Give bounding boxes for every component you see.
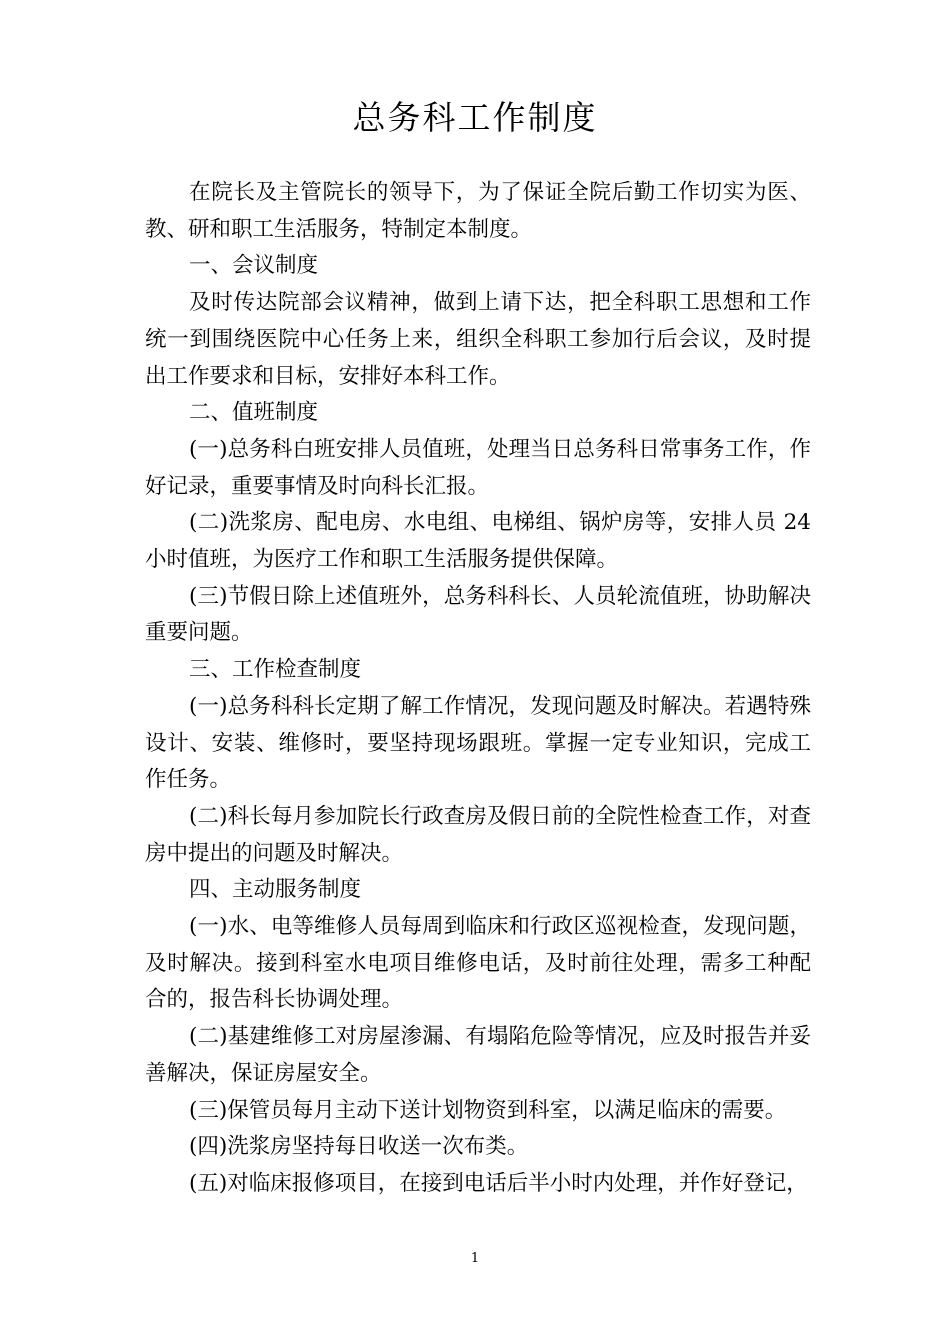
document-body bbox=[145, 175, 811, 1203]
service-item-5: (五)对临床报修项目，在接到电话后半小时内处理，并作好登记， bbox=[189, 1170, 808, 1196]
duty-item-1: (一)总务科白班安排人员值班，处理当日总务科日常事务工作，作好记录，重要事情及时向科长汇报。 bbox=[145, 436, 811, 499]
service-item-2: (二)基建维修工对房屋渗漏、有塌陷危险等情况，应及时报告并妥善解决，保证房屋安全。 bbox=[145, 1024, 811, 1086]
page-number: 1 bbox=[470, 1251, 480, 1266]
service-item-4: (四)洗浆房坚持每日收送一次布类。 bbox=[189, 1134, 529, 1160]
document-title: 总务科工作制度 bbox=[352, 98, 598, 137]
inspection-item-2: (二)科长每月参加院长行政查房及假日前的全院性检查工作，对查房中提出的问题及时解决。 bbox=[145, 803, 811, 866]
service-item-3: (三)保管员每月主动下送计划物资到科室，以满足临床的需要。 bbox=[189, 1097, 787, 1123]
service-item-1: (一)水、电等维修人员每周到临床和行政区巡视检查，发现问题，及时解决。接到科室水电项目维修电话，及时前往处理，需多工种配合的，报告科长协调处理。 bbox=[145, 914, 811, 1013]
section-heading-duty: 二、值班制度 bbox=[189, 400, 319, 426]
intro-paragraph: 在院长及主管院长的领导下，为了保证全院后勤工作切实为医、教、研和职工生活服务，特制定本制度。 bbox=[145, 180, 811, 242]
section-heading-meeting: 一、会议制度 bbox=[189, 253, 319, 279]
inspection-item-1: (一)总务科科长定期了解工作情况，发现问题及时解决。若遇特殊设计、安装、维修时，要坚持现场跟班。掌握一定专业知识，完成工作任务。 bbox=[145, 693, 811, 793]
duty-item-2: (二)洗浆房、配电房、水电组、电梯组、锅炉房等，安排人员 24 小时值班，为医疗工作和职工生活服务提供保障。 bbox=[145, 510, 811, 573]
section-heading-inspection: 三、工作检查制度 bbox=[189, 657, 362, 683]
section-heading-service: 四、主动服务制度 bbox=[189, 877, 362, 903]
meeting-paragraph: 及时传达院部会议精神，做到上请下达，把全科职工思想和工作统一到围绕医院中心任务上来，组织全科职工参加行后会议，及时提出工作要求和目标，安排好本科工作。 bbox=[145, 290, 811, 389]
duty-item-3: (三)节假日除上述值班外，总务科科长、人员轮流值班，协助解决重要问题。 bbox=[145, 583, 811, 646]
